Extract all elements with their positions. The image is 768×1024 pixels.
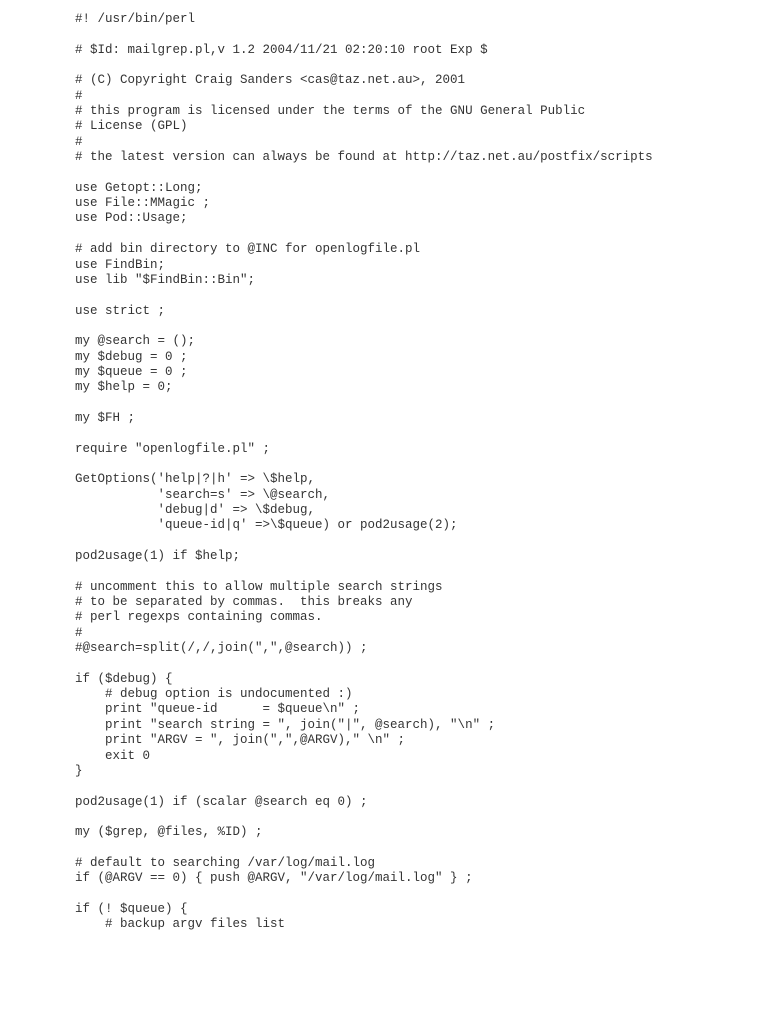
code-line [75, 534, 653, 549]
code-line [75, 779, 653, 794]
code-line: # License (GPL) [75, 119, 188, 134]
code-line: #! /usr/bin/perl [75, 12, 196, 26]
code-line: # [75, 134, 83, 149]
code-line: # $Id: mailgrep.pl,v 1.2 2004/11/21 02:20:10 root Exp $ [75, 42, 488, 57]
code-line [75, 426, 653, 441]
code-line: exit 0 [75, 748, 151, 763]
code-line: require "openlogfile.pl" ; [75, 441, 271, 456]
code-line: # (C) Copyright Craig Sanders <cas@taz.net.au>, 2001 [75, 73, 466, 88]
code-line: use Pod::Usage; [75, 211, 188, 226]
code-line: # backup argv files list [75, 917, 286, 932]
code-line: # add bin directory to @INC for openlogfile.pl [75, 242, 421, 257]
perl-source-code [75, 12, 653, 933]
code-line [75, 165, 653, 180]
code-line: 'debug|d' => \$debug, [75, 503, 316, 517]
code-line [75, 656, 653, 671]
code-line: # perl regexps containing commas. [75, 610, 323, 625]
code-line: # to be separated by commas. this breaks any [75, 595, 413, 610]
code-line: # uncomment this to allow multiple search strings [75, 579, 443, 594]
code-line [75, 810, 653, 825]
code-line [75, 564, 653, 579]
code-line: pod2usage(1) if (scalar @search eq 0) ; [75, 794, 368, 809]
code-line [75, 227, 653, 242]
code-line: my $queue = 0 ; [75, 364, 188, 379]
code-line [75, 887, 653, 902]
code-line: # the latest version can always be found at http://taz.net.au/postfix/scripts [75, 150, 653, 165]
code-line: # [75, 88, 83, 103]
code-line: my ($grep, @files, %ID) ; [75, 825, 263, 840]
code-line: 'search=s' => \@search, [75, 487, 331, 502]
code-line [75, 841, 653, 856]
code-line [75, 58, 653, 73]
code-line: # debug option is undocumented :) [75, 687, 353, 702]
code-line: # [75, 625, 83, 640]
code-line: use lib "$FindBin::Bin"; [75, 272, 256, 287]
code-line: my $FH ; [75, 410, 136, 425]
code-line: } [75, 763, 83, 778]
code-line: my $debug = 0 ; [75, 349, 188, 364]
code-line: pod2usage(1) if $help; [75, 549, 241, 564]
code-line: print "search string = ", join("|", @search), "\n" ; [75, 717, 496, 732]
code-line: my @search = (); [75, 334, 196, 349]
code-line: use strict ; [75, 303, 166, 318]
code-line: if (@ARGV == 0) { push @ARGV, "/var/log/mail.log" } ; [75, 871, 473, 886]
code-line: 'queue-id|q' =>\$queue) or pod2usage(2); [75, 518, 458, 533]
code-line [75, 288, 653, 303]
code-line: # this program is licensed under the terms of the GNU General Public [75, 104, 586, 119]
code-line: use FindBin; [75, 257, 166, 272]
code-line: my $help = 0; [75, 380, 173, 395]
code-line: # default to searching /var/log/mail.log [75, 855, 376, 870]
code-line: use Getopt::Long; [75, 180, 203, 195]
code-line: print "ARGV = ", join(",",@ARGV)," \n" ; [75, 733, 406, 748]
code-line [75, 319, 653, 334]
code-line [75, 396, 653, 411]
code-line: #@search=split(/,/,join(",",@search)) ; [75, 641, 368, 656]
code-line: GetOptions('help|?|h' => \$help, [75, 472, 316, 487]
code-line: print "queue-id = $queue\n" ; [75, 702, 361, 717]
code-line: if (! $queue) { [75, 901, 188, 916]
code-line: use File::MMagic ; [75, 196, 211, 211]
code-line [75, 457, 653, 472]
code-line: if ($debug) { [75, 671, 173, 686]
code-line [75, 27, 653, 42]
